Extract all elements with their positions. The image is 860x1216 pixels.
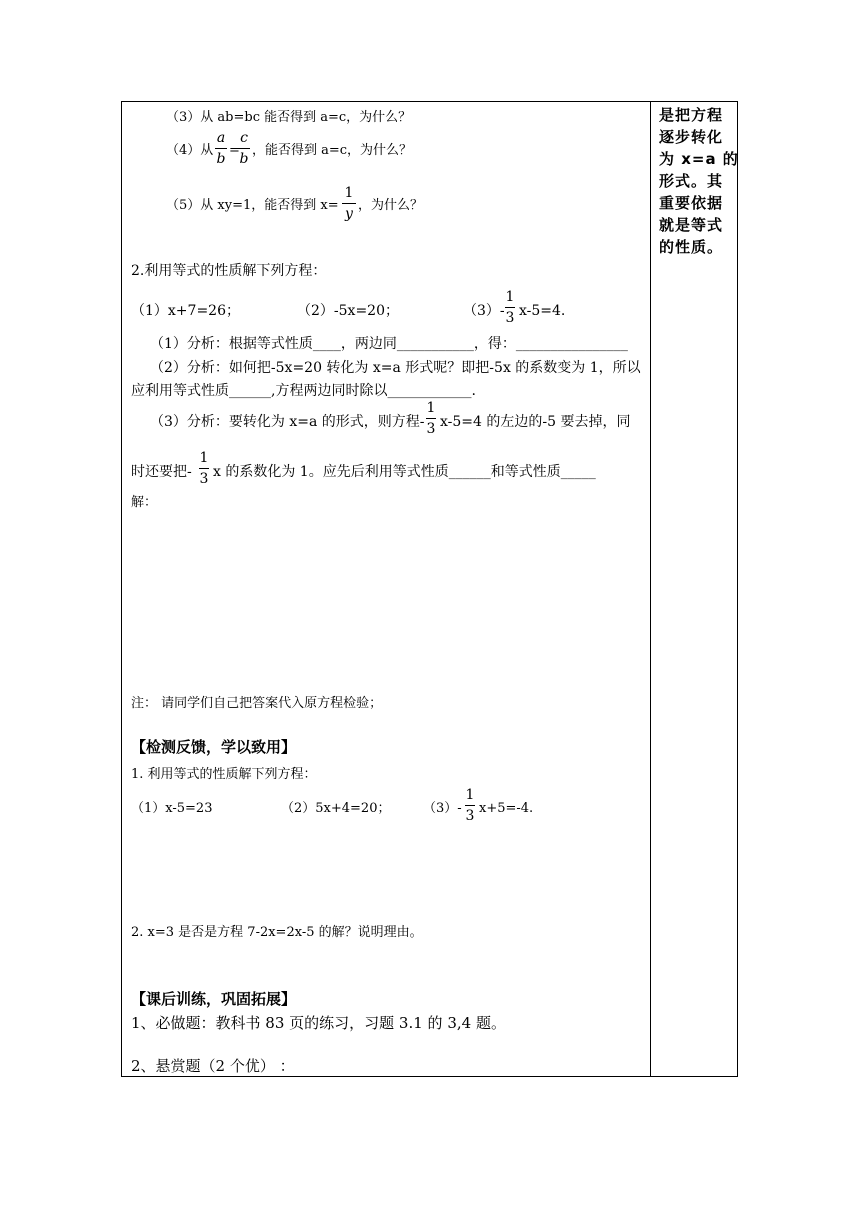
- fraction-one-third: [505, 289, 515, 326]
- fraction-c-over-b: [238, 130, 250, 167]
- section-check-heading: 【检测反馈，学以致用】: [131, 738, 297, 756]
- fraction-numerator: a: [216, 130, 226, 146]
- equation-2: （2）-5x=20；: [297, 303, 399, 319]
- fraction-one-third: [199, 450, 209, 487]
- equation-3-suffix: x-5=4.: [519, 303, 566, 319]
- fraction-numerator: c: [240, 130, 248, 146]
- side-note-line: 的性质。: [659, 238, 724, 256]
- fraction-denominator: 3: [465, 808, 475, 824]
- analysis-2-line-1: （2）分析：如何把-5x=20 转化为 x=a 形式呢？即把-5x 的系数变为 1，所以: [150, 360, 641, 376]
- section-homework-heading: 【课后训练，巩固拓展】: [131, 990, 297, 1008]
- column-divider: [650, 101, 651, 1077]
- fraction-numerator: 1: [505, 289, 515, 305]
- fraction-denominator: b: [239, 151, 249, 167]
- question-5-prefix: （5）从 xy=1，能否得到 x=: [166, 198, 339, 213]
- analysis-1: （1）分析：根据等式性质____，两边同___________，得：________________: [150, 336, 628, 352]
- fraction-denominator: b: [216, 151, 226, 167]
- check-equation-2: （2）5x+4=20；: [281, 801, 391, 816]
- question-4-suffix: ，能否得到 a=c，为什么？: [252, 143, 413, 158]
- check-equation-1: （1）x-5=23: [131, 801, 213, 816]
- question-3: （3）从 ab=bc 能否得到 a=c，为什么？: [166, 110, 412, 125]
- homework-2: 2、悬赏题（2 个优） ：: [131, 1057, 295, 1075]
- check-equation-3-prefix: （3）-: [423, 801, 462, 816]
- check-question-2: 2. x=3 是否是方程 7-2x=2x-5 的解？说明理由。: [131, 925, 423, 940]
- solve-label: 解：: [131, 495, 158, 510]
- side-note-line: 形式。其: [659, 172, 724, 190]
- side-note-line: 重要依据: [659, 194, 724, 212]
- fraction-denominator: y: [345, 206, 353, 222]
- fraction-denominator: 3: [505, 310, 515, 326]
- fraction-numerator: 1: [426, 400, 436, 416]
- side-note-line: 为 x=a 的: [659, 150, 739, 168]
- fraction-numerator: 1: [344, 185, 354, 201]
- equation-1: （1）x+7=26；: [131, 303, 240, 319]
- side-note-line: 逐步转化: [659, 128, 724, 146]
- analysis-3-line-1-suffix: x-5=4 的左边的-5 要去掉，同: [440, 414, 631, 430]
- analysis-3-line-1-prefix: （3）分析：要转化为 x=a 的形式，则方程-: [150, 414, 425, 430]
- fraction-one-third: [465, 787, 475, 824]
- fraction-numerator: 1: [199, 450, 209, 466]
- fraction-denominator: 3: [426, 421, 436, 437]
- side-note-line: 是把方程: [659, 106, 724, 124]
- note: 注： 请同学们自己把答案代入原方程检验；: [131, 696, 383, 711]
- check-equation-3-suffix: x+5=-4.: [479, 801, 534, 816]
- analysis-3-line-2-prefix: 时还要把-: [131, 464, 192, 480]
- analysis-3-line-2-suffix: x 的系数化为 1。应先后利用等式性质______和等式性质_____: [213, 464, 596, 480]
- question-5-suffix: ，为什么？: [358, 198, 424, 213]
- analysis-2-line-2: 应利用等式性质______,方程两边同时除以____________.: [131, 383, 476, 399]
- side-note: [659, 104, 739, 258]
- fraction-denominator: 3: [199, 471, 209, 487]
- homework-1: 1、必做题：教科书 83 页的练习，习题 3.1 的 3,4 题。: [131, 1014, 506, 1032]
- section-2-heading: 2.利用等式的性质解下列方程：: [131, 263, 327, 279]
- fraction-a-over-b: [215, 130, 227, 167]
- side-note-line: 就是等式: [659, 216, 724, 234]
- equation-3-prefix: （3）-: [463, 303, 505, 319]
- check-question-1: 1. 利用等式的性质解下列方程：: [131, 767, 317, 782]
- question-4-prefix: （4）从: [166, 143, 214, 158]
- fraction-one-third: [426, 400, 436, 437]
- equals-sign: =: [229, 143, 240, 158]
- fraction-1-over-y: [342, 185, 356, 222]
- fraction-numerator: 1: [465, 787, 475, 803]
